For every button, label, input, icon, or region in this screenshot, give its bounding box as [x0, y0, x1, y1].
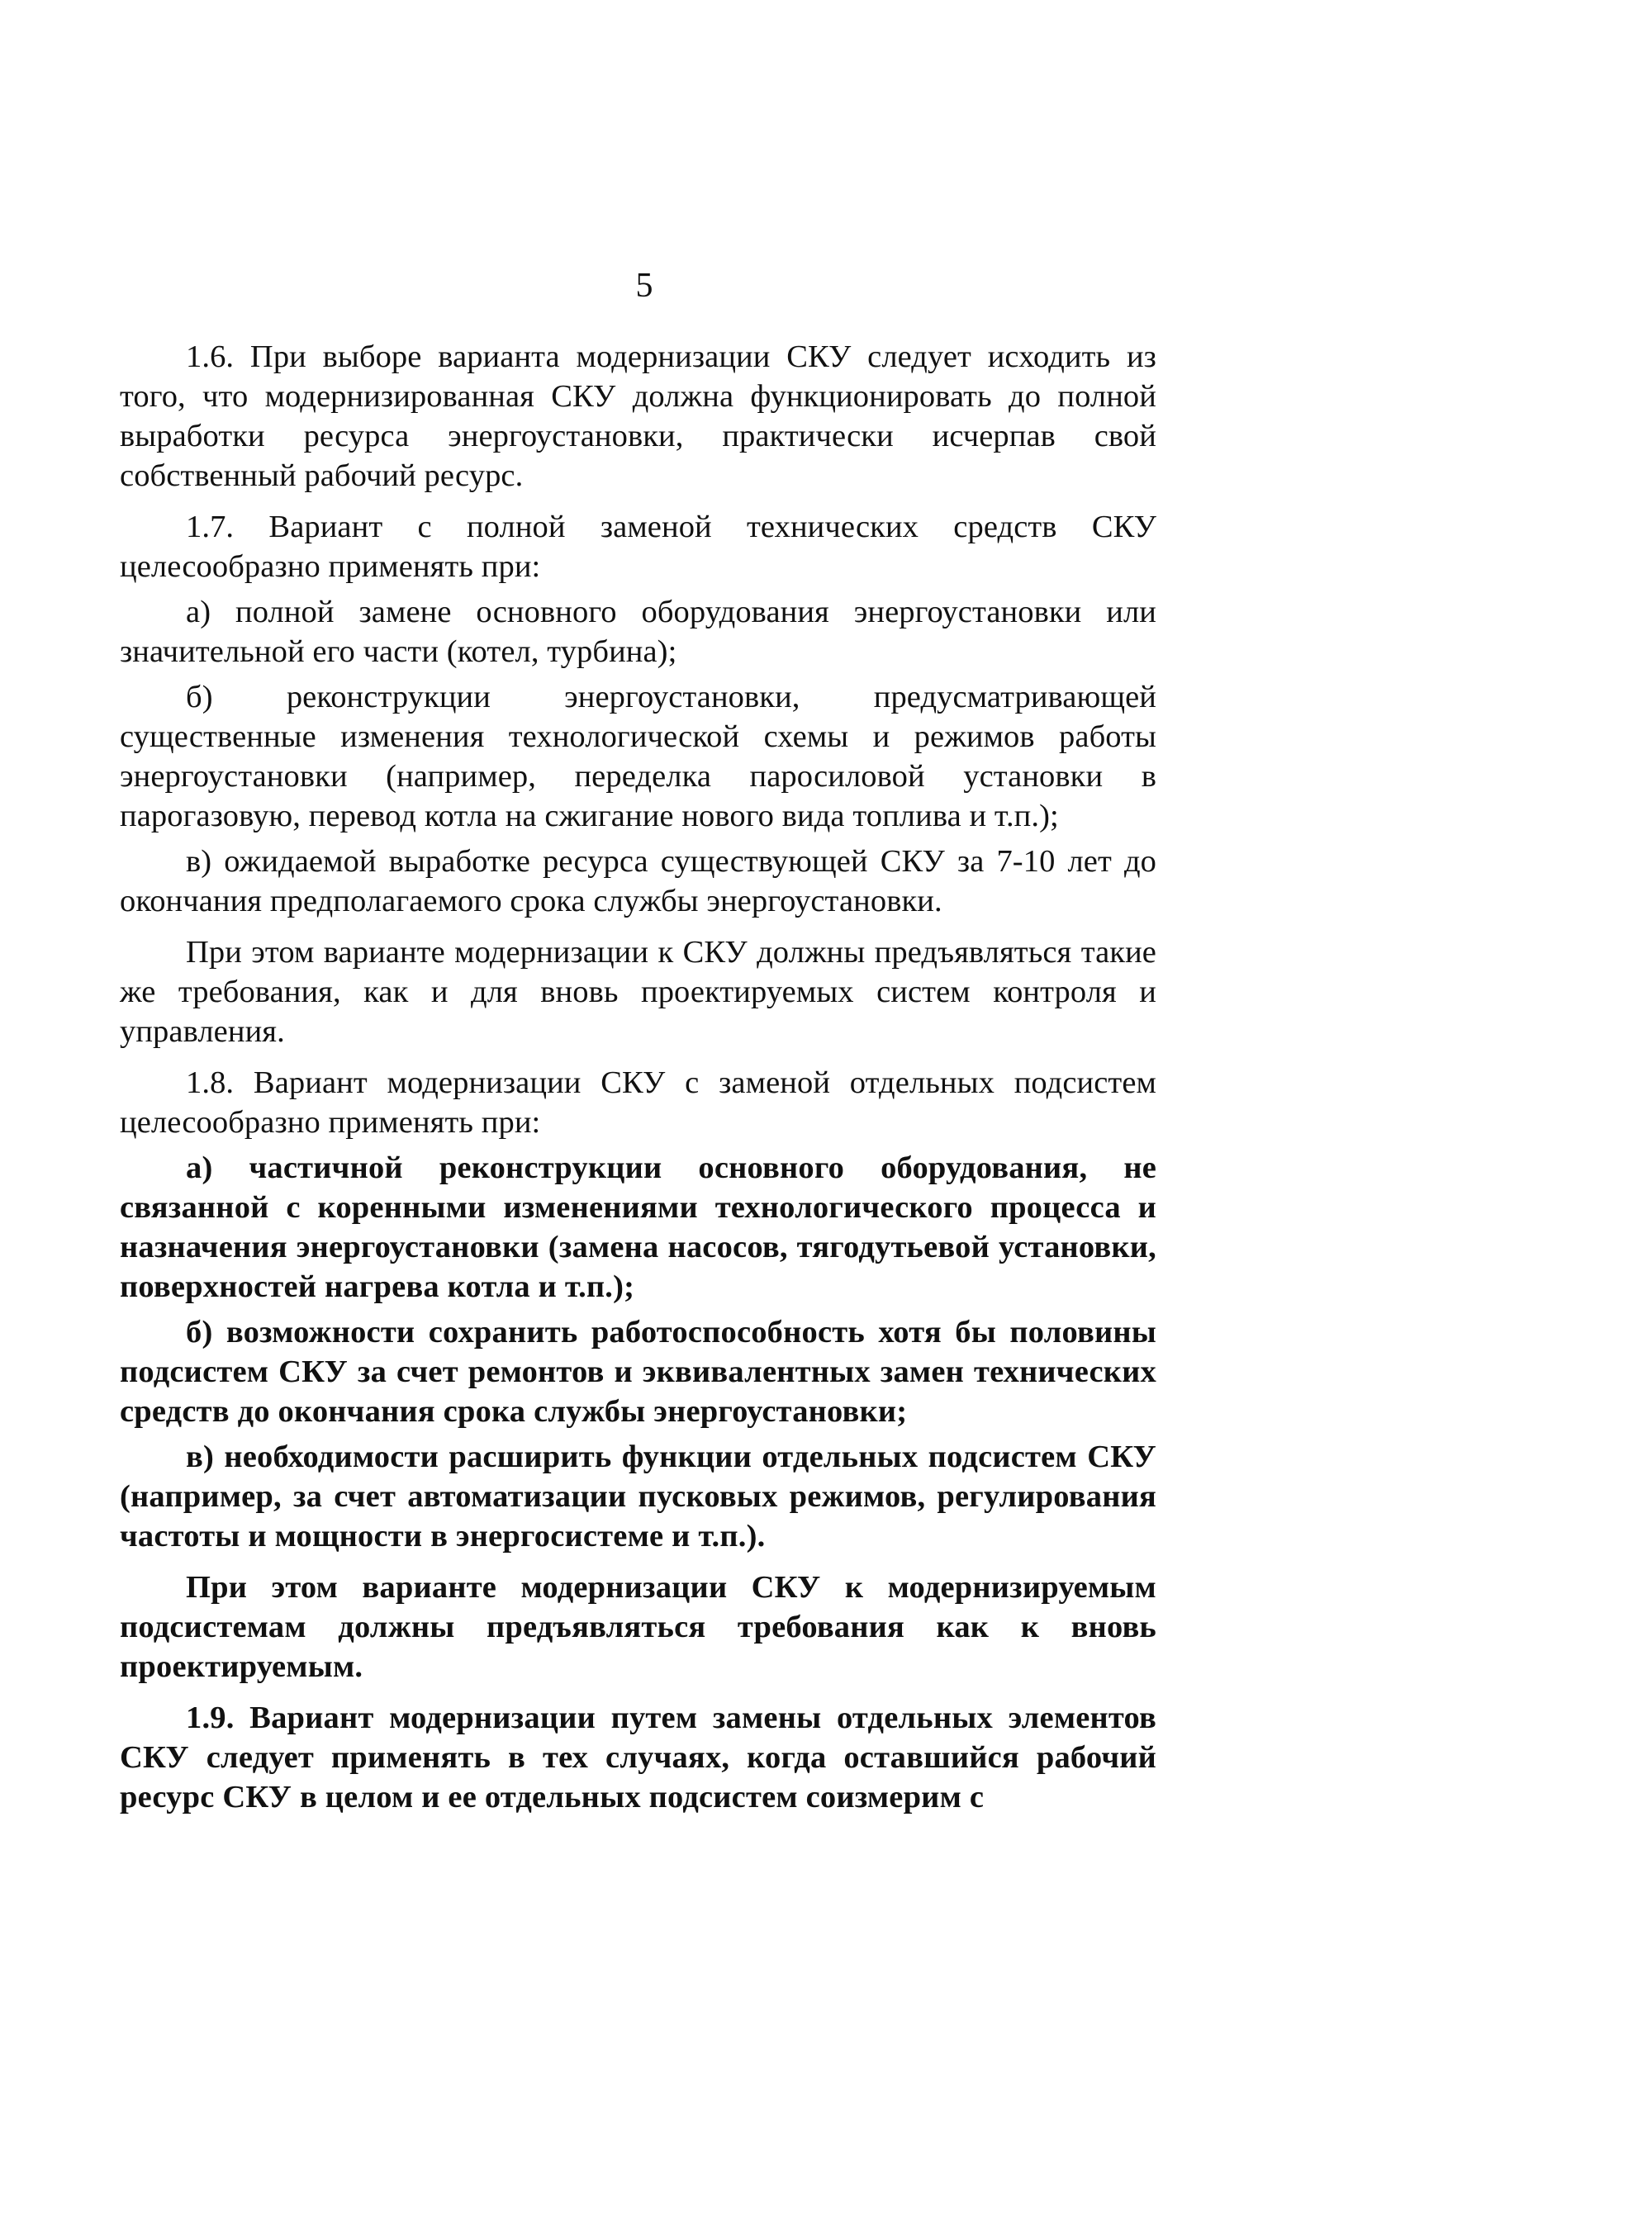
paragraph-1-8-v: в) необходимости расширить функции отдельных подсистем СКУ (например, за счет автоматизации пусковых режимов, регулирования частоты и мощности в энергосистеме и т.п.).: [120, 1440, 1156, 1554]
paragraph-1-7: 1.7. Вариант с полной заменой технических средств СКУ целесообразно применять при:: [120, 510, 1156, 584]
page-number: 5: [635, 267, 653, 305]
body-text: [120, 337, 1156, 1823]
paragraph-1-8-note: При этом варианте модернизации СКУ к модернизируемым подсистемам должны предъявляться требования как к вновь проектируемым.: [120, 1570, 1156, 1684]
paragraph-1-7-a: а) полной замене основного оборудования энергоустановки или значительной его части (котел, турбина);: [120, 595, 1156, 669]
paragraph-1-7-note: При этом варианте модернизации к СКУ должны предъявляться такие же требования, как и для вновь проектируемых систем контроля и управления.: [120, 935, 1156, 1049]
paragraph-1-8-b: б) возможности сохранить работоспособность хотя бы половины подсистем СКУ за счет ремонтов и эквивалентных замен технических средств до окончания срока службы энергоустановки;: [120, 1315, 1156, 1429]
paragraph-1-6: 1.6. При выборе варианта модернизации СКУ следует исходить из того, что модернизированная СКУ должна функционировать до полной выработки ресурса энергоустановки, практически исчерпав свой собственный рабочий ресурс.: [120, 339, 1156, 493]
paragraph-1-9: 1.9. Вариант модернизации путем замены отдельных элементов СКУ следует применять в тех случаях, когда оставшийся рабочий ресурс СКУ в целом и ее отдельных подсистем соизмерим с: [120, 1701, 1156, 1814]
paragraph-1-8-a: а) частичной реконструкции основного оборудования, не связанной с коренными изменениями технологического процесса и назначения энергоустановки (замена насосов, тягодутьевой установки, поверхностей нагрева котла и т.п.);: [120, 1150, 1156, 1304]
paragraph-1-8: 1.8. Вариант модернизации СКУ с заменой отдельных подсистем целесообразно применять при:: [120, 1065, 1156, 1140]
paragraph-1-7-v: в) ожидаемой выработке ресурса существующей СКУ за 7-10 лет до окончания предполагаемого срока службы энергоустановки.: [120, 844, 1156, 918]
paragraph-1-7-b: б) реконструкции энергоустановки, предусматривающей существенные изменения технологической схемы и режимов работы энергоустановки (например, переделка паросиловой установки в парогазовую, перевод котла на сжигание нового вида топлива и т.п.);: [120, 680, 1156, 833]
